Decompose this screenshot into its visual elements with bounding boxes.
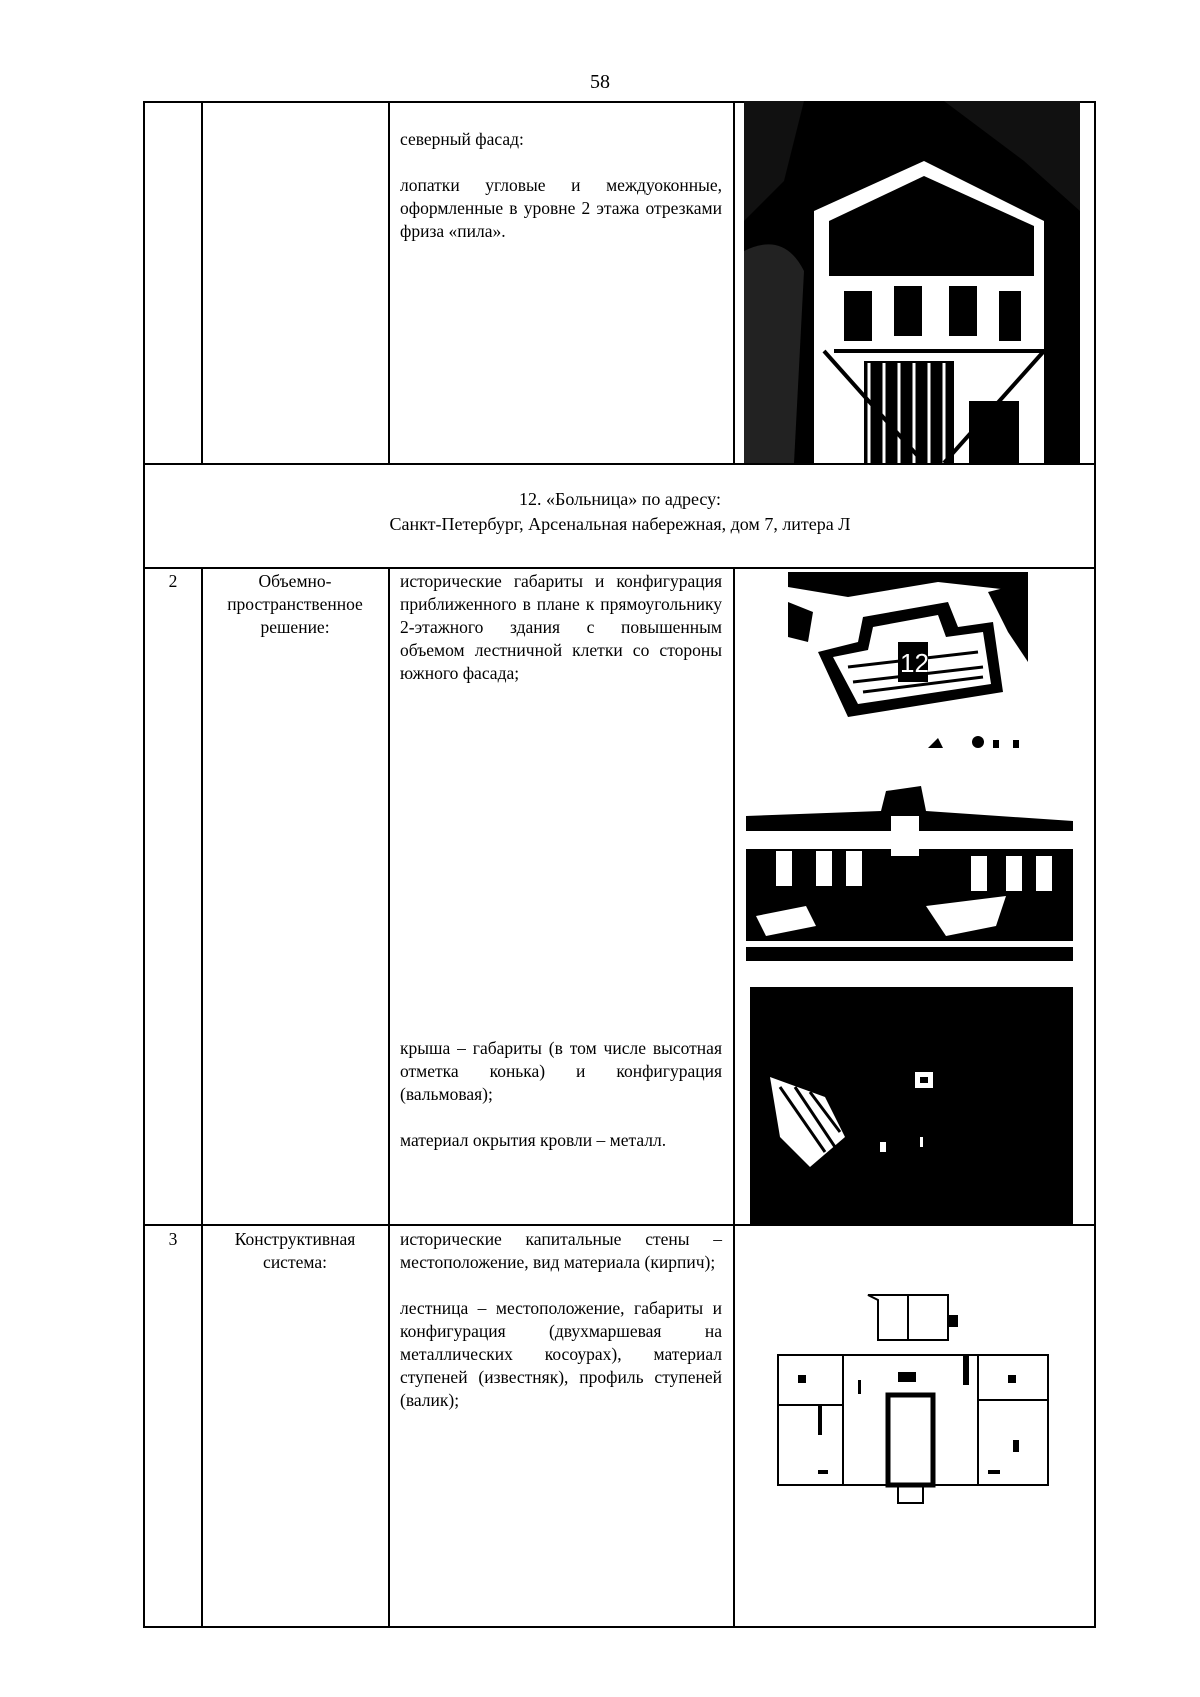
paragraph: исторические габариты и конфигурация приближенного в плане к прямоугольнику 2-этажного здания с повышенным объемом лестничной клетки со стороны южного фасада;: [400, 571, 722, 683]
paragraph: крыша – габариты (в том числе высотная отметка конька) и конфигурация (вальмовая);: [400, 1038, 722, 1104]
row-category: Объемно-пространственное решение:: [227, 571, 363, 637]
aerial-plan-photo: [788, 572, 1028, 750]
col-divider-3-top: [733, 101, 735, 464]
page-number: 58: [590, 71, 610, 93]
roof-photo: [750, 987, 1073, 1225]
object-header-line1: 12. «Больница» по адресу:: [519, 489, 721, 509]
row-number: 2: [168, 571, 178, 591]
col-divider-2-bottom: [388, 567, 390, 1627]
row-divider-2: [143, 567, 1096, 569]
row-category: Конструктивная система:: [234, 1229, 356, 1272]
north-facade-description: [400, 128, 722, 243]
row-number: 3: [168, 1229, 178, 1249]
object-header-line2: Санкт-Петербург, Арсенальная набережная, дом 7, литера Л: [389, 514, 851, 534]
paragraph: исторические капитальные стены – местоположение, вид материала (кирпич);: [400, 1229, 722, 1272]
col-divider-1-bottom: [201, 567, 203, 1627]
paragraph: лопатки угловые и междуоконные, оформленные в уровне 2 этажа отрезками фриза «пила».: [400, 175, 722, 241]
col-divider-3-bottom: [733, 567, 735, 1627]
svg-text:12: 12: [900, 648, 929, 678]
structural-description: [400, 1228, 722, 1412]
object-header: [145, 487, 1095, 537]
table-bottom-border: [143, 1626, 1096, 1628]
north-facade-photo: [744, 101, 1080, 463]
south-facade-photo: [746, 776, 1073, 961]
floor-plan: [758, 1290, 1068, 1512]
paragraph: лестница – местоположение, габариты и конфигурация (двухмаршевая на металлических косоурах), материал ступеней (известняк), профиль ступеней (валик);: [400, 1298, 722, 1410]
table-right-border: [1094, 101, 1096, 1628]
volumetric-description-top: [400, 570, 722, 685]
col-divider-2-top: [388, 101, 390, 464]
row-divider-1: [143, 463, 1096, 465]
col-divider-1-top: [201, 101, 203, 464]
paragraph: северный фасад:: [400, 129, 524, 149]
paragraph: материал окрытия кровли – металл.: [400, 1130, 667, 1150]
table-left-border: [143, 101, 145, 1628]
volumetric-description-bottom: [400, 1037, 722, 1152]
